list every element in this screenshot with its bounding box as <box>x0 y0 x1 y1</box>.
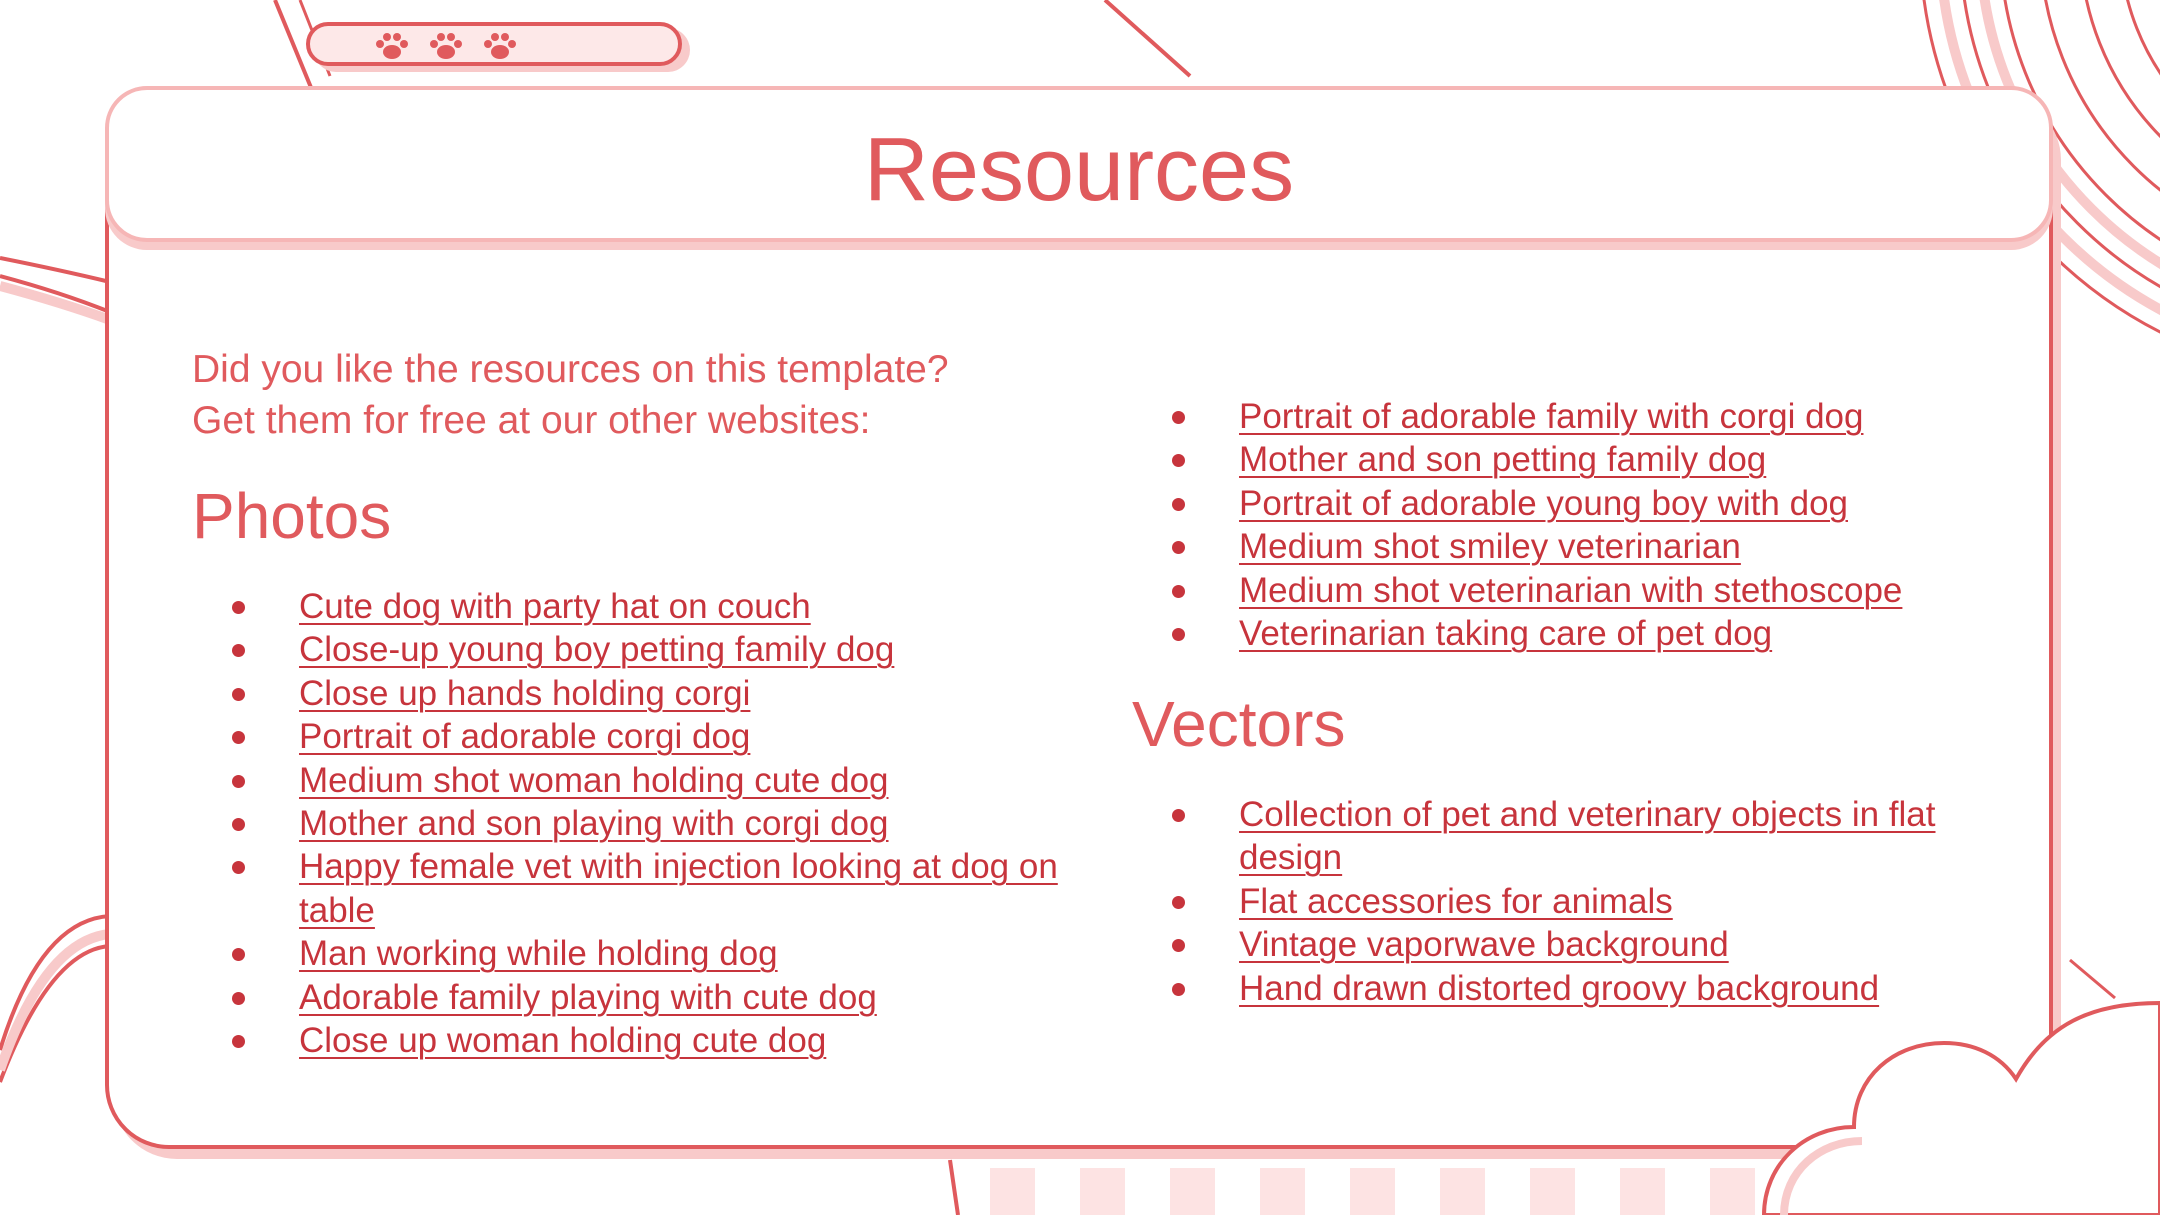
vector-link[interactable]: Collection of pet and veterinary objects in flat design <box>1239 795 1936 878</box>
photo-link[interactable]: Portrait of adorable family with corgi dog <box>1239 397 1864 436</box>
photo-link[interactable]: Cute dog with party hat on couch <box>299 587 811 626</box>
intro-text <box>192 344 949 446</box>
vectors-heading: Vectors <box>1132 688 1346 760</box>
list-item <box>1132 525 2022 568</box>
vector-link[interactable]: Hand drawn distorted groovy background <box>1239 968 1880 1008</box>
title-banner <box>105 86 2053 242</box>
intro-line-2: Get them for free at our other websites: <box>192 399 871 442</box>
photo-link[interactable]: Close up woman holding cute dog <box>299 1021 827 1061</box>
list-item <box>192 932 1072 975</box>
list-item <box>192 1019 1072 1062</box>
list-item <box>1132 923 2022 966</box>
list-item <box>192 845 1072 932</box>
paw-icon <box>482 32 518 62</box>
photo-link[interactable]: Medium shot woman holding cute dog <box>299 760 889 800</box>
list-item <box>1132 395 2022 438</box>
list-item <box>192 628 1072 671</box>
photos-list <box>192 585 1072 1062</box>
list-item <box>192 715 1072 758</box>
photo-link[interactable]: Close up hands holding corgi <box>299 673 751 713</box>
list-item <box>192 976 1072 1019</box>
list-item <box>1132 793 2022 880</box>
paw-decoration-bar <box>306 22 682 66</box>
list-item <box>1132 880 2022 923</box>
list-item <box>1132 482 2022 525</box>
list-item <box>1132 438 2022 481</box>
page-title: Resources <box>863 120 1295 220</box>
photo-link[interactable]: Happy female vet with injection looking at dog on table <box>299 847 1058 930</box>
vector-link[interactable]: Flat accessories for animals <box>1239 881 1673 921</box>
cloud-icon <box>1750 995 2160 1215</box>
photo-link[interactable]: Man working while holding dog <box>299 934 778 974</box>
vector-link[interactable]: Vintage vaporwave background <box>1239 925 1729 965</box>
vectors-list <box>1132 793 2022 1010</box>
photo-link[interactable]: Mother and son playing with corgi dog <box>299 804 889 844</box>
paw-icon <box>428 32 464 62</box>
photo-link[interactable]: Close-up young boy petting family dog <box>299 630 895 670</box>
intro-line-1: Did you like the resources on this template? <box>192 348 949 391</box>
photos-list-continued <box>1132 395 2022 655</box>
photo-link[interactable]: Medium shot veterinarian with stethoscope <box>1239 570 1903 610</box>
photo-link[interactable]: Portrait of adorable corgi dog <box>299 717 751 757</box>
list-item <box>192 802 1072 845</box>
photo-link[interactable]: Mother and son petting family dog <box>1239 440 1767 480</box>
list-item <box>192 759 1072 802</box>
photos-heading: Photos <box>192 480 392 552</box>
list-item <box>1132 612 2022 655</box>
photo-link[interactable]: Veterinarian taking care of pet dog <box>1239 614 1773 654</box>
photo-link[interactable]: Portrait of adorable young boy with dog <box>1239 483 1848 523</box>
list-item <box>1132 967 2022 1010</box>
list-item <box>192 672 1072 715</box>
list-item <box>192 585 1072 628</box>
photo-link[interactable]: Medium shot smiley veterinarian <box>1239 527 1741 567</box>
photo-link[interactable]: Adorable family playing with cute dog <box>299 977 877 1017</box>
list-item <box>1132 569 2022 612</box>
paw-icon <box>374 32 410 62</box>
